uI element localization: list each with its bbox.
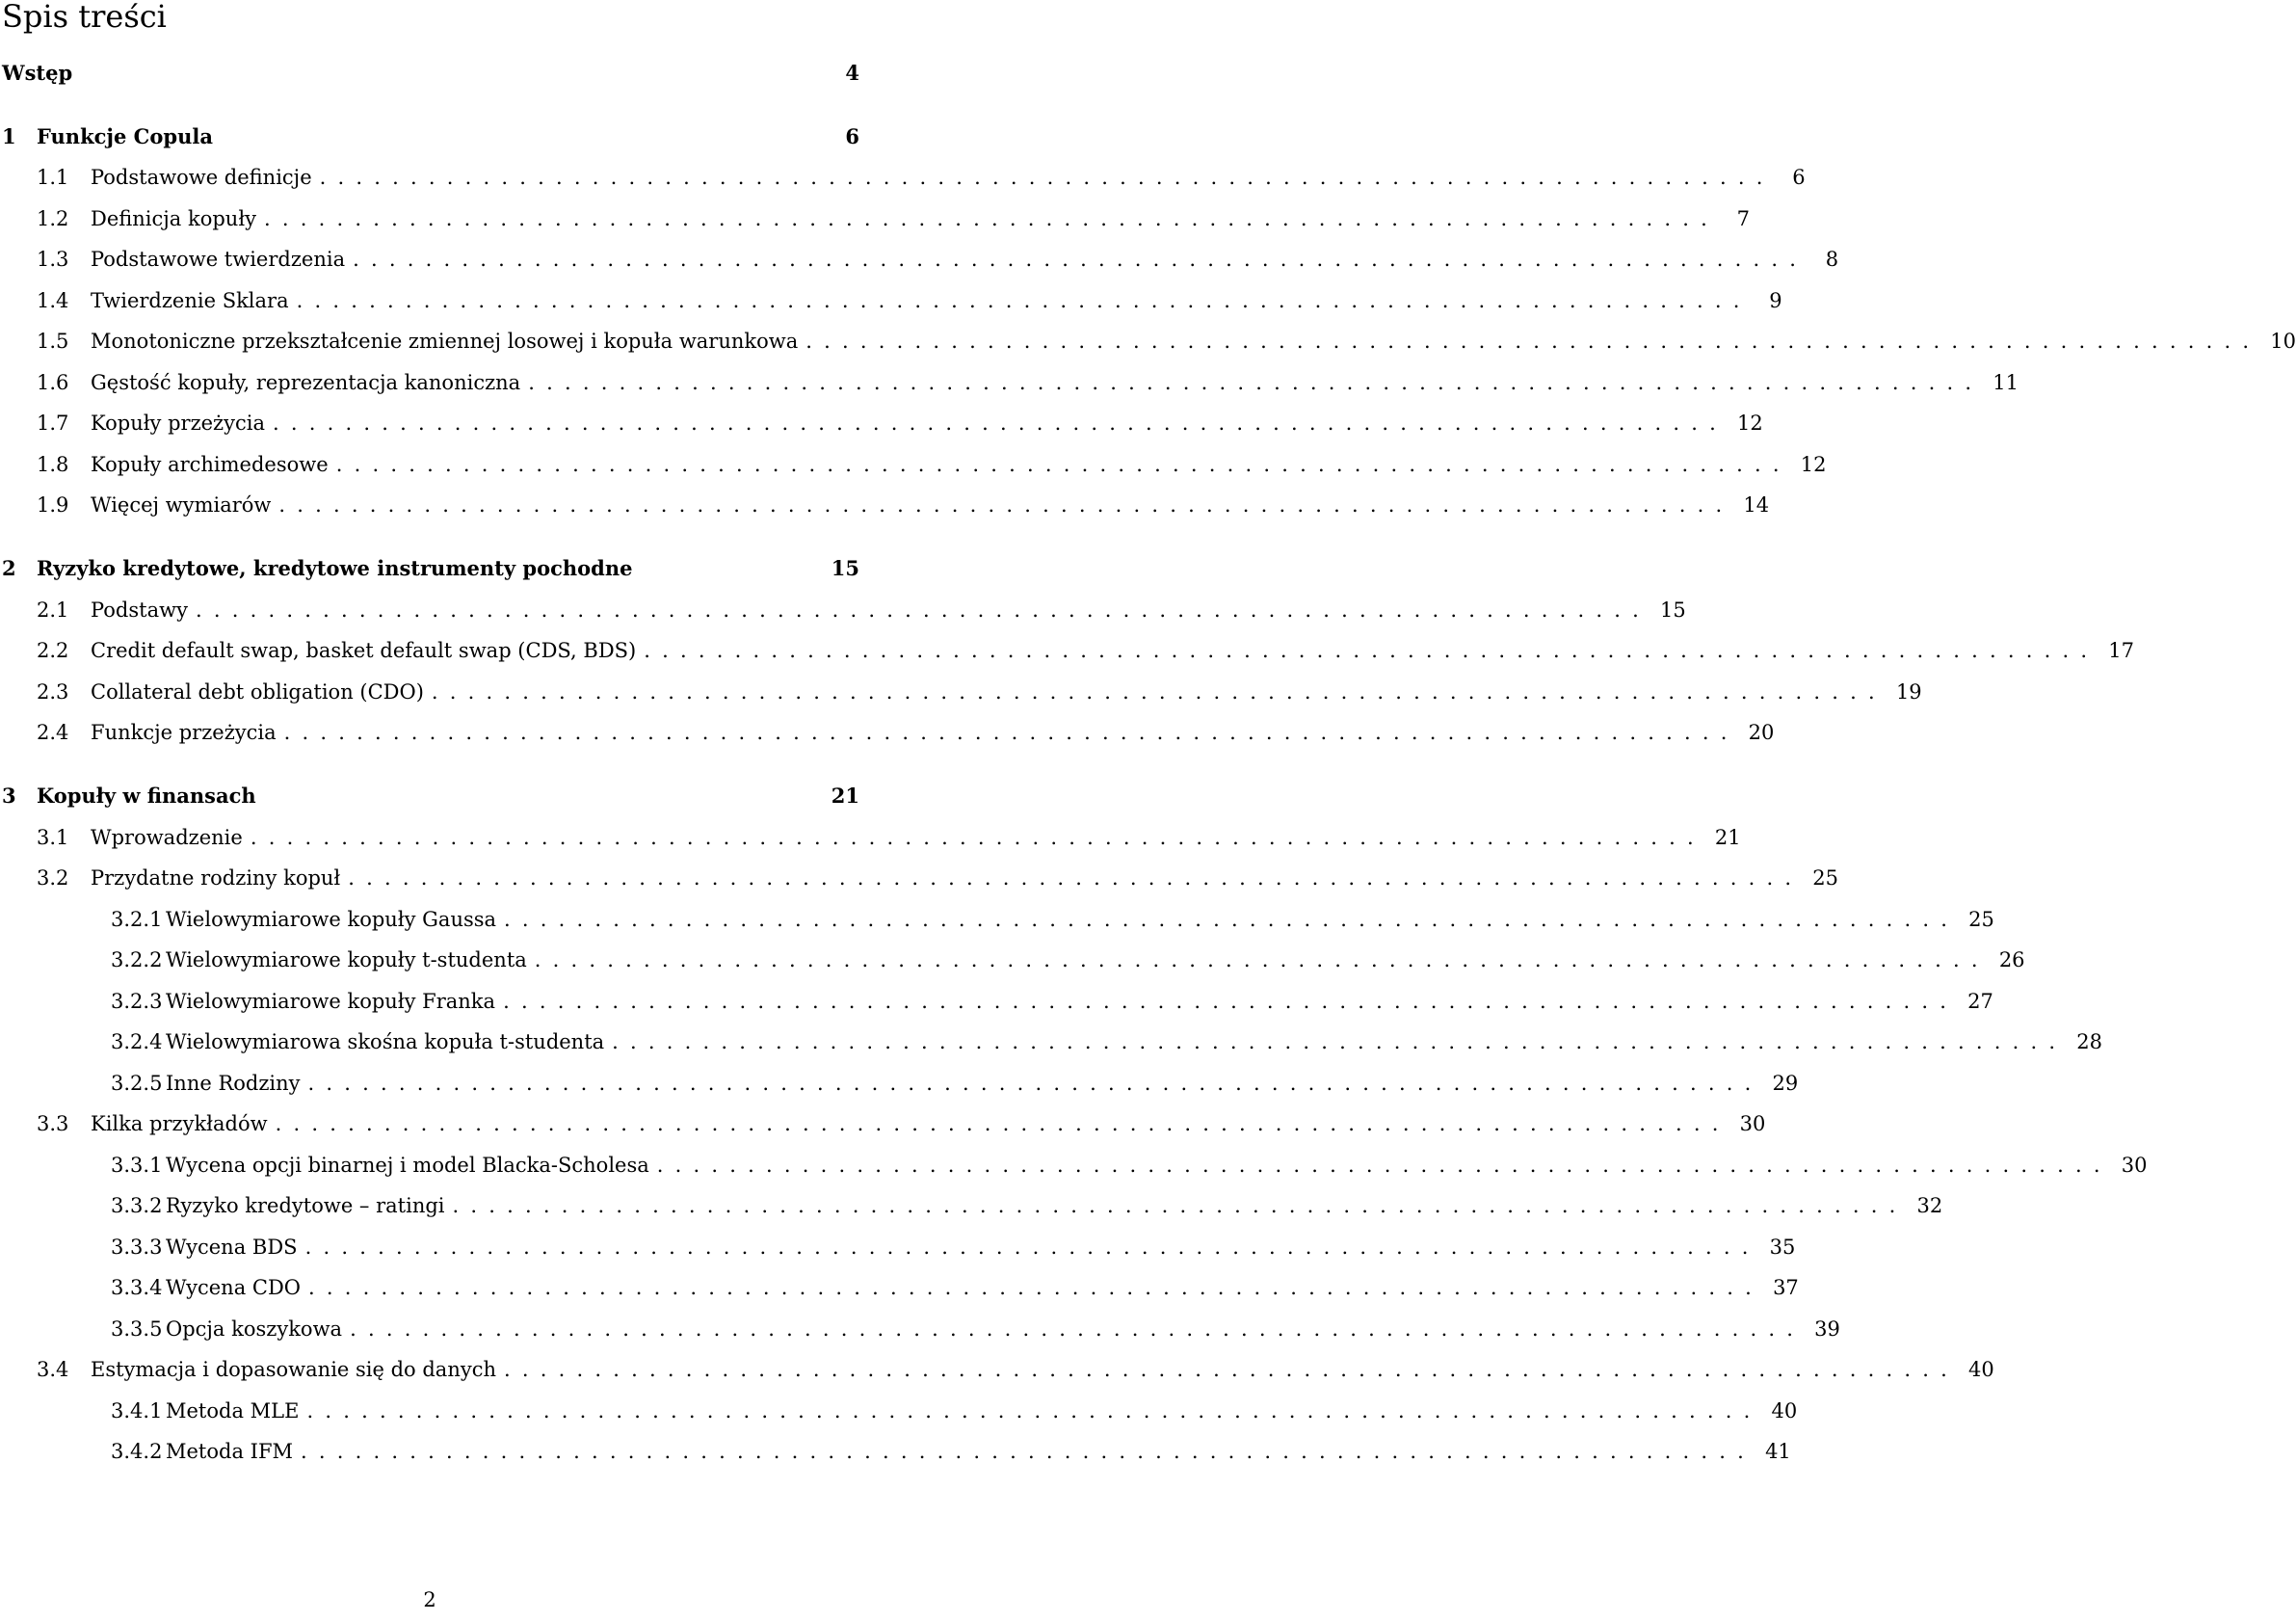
toc-entry-number: 1.6 xyxy=(37,371,69,394)
toc-section-entry[interactable] xyxy=(0,596,1686,625)
toc-entry-page: 40 xyxy=(1968,1358,1994,1381)
toc-entry-title: Collateral debt obligation (CDO) xyxy=(91,680,424,704)
toc-entry-page: 6 xyxy=(845,124,859,148)
toc-entry-page: 21 xyxy=(1714,826,1741,849)
toc-entry-number: 3.4 xyxy=(37,1358,69,1381)
toc-entry-title: Ryzyko kredytowe – ratingi xyxy=(166,1194,445,1217)
toc-entry-page: 12 xyxy=(1800,453,1827,476)
toc-section-entry[interactable] xyxy=(0,163,1806,192)
toc-entry-number: 1.4 xyxy=(37,289,69,312)
toc-section-entry[interactable] xyxy=(0,987,1993,1016)
toc-section-entry[interactable] xyxy=(0,678,1922,706)
toc-dot-leader: ................................................................................ xyxy=(250,826,1705,849)
toc-entry-number: 3.3.1 xyxy=(111,1154,163,1177)
toc-section-entry[interactable] xyxy=(0,1069,1799,1098)
toc-dot-leader: ................................................................................ xyxy=(278,493,1734,517)
toc-entry-title: Credit default swap, basket default swap (CDS, BDS) xyxy=(91,639,637,662)
toc-entry-title: Kopuły archimedesowe xyxy=(91,453,329,476)
toc-section-entry[interactable] xyxy=(0,1151,2148,1180)
toc-entry-page: 12 xyxy=(1737,412,1763,435)
toc-dot-leader: ................................................................................ xyxy=(504,908,1960,931)
toc-entry-page: 41 xyxy=(1765,1440,1791,1463)
toc-entry-number: 3.2.5 xyxy=(111,1072,163,1095)
toc-dot-leader: ................................................................................ xyxy=(296,289,1752,312)
toc-entry-number: 1.8 xyxy=(37,453,69,476)
toc-entry-page: 26 xyxy=(1998,948,2025,971)
toc-entry-page: 30 xyxy=(2121,1154,2148,1177)
toc-entry-number: 1.3 xyxy=(37,248,69,271)
toc-entry-number: 3.3.4 xyxy=(111,1276,163,1299)
toc-entry-number: 3.4.1 xyxy=(111,1399,163,1423)
toc-entry-page: 9 xyxy=(1769,289,1782,312)
toc-section-entry[interactable] xyxy=(0,1233,1796,1262)
toc-entry-title: Opcja koszykowa xyxy=(166,1317,343,1341)
toc-entry-page: 6 xyxy=(1792,166,1806,189)
toc-entry-page: 8 xyxy=(1825,248,1839,271)
toc-dot-leader: ................................................................................ xyxy=(308,1276,1764,1299)
toc-entry-title: Wielowymiarowe kopuły Gaussa xyxy=(166,908,497,931)
toc-section-entry[interactable] xyxy=(0,1315,1840,1343)
toc-entry-title: Wycena CDO xyxy=(166,1276,302,1299)
toc-entry-number: 1.9 xyxy=(37,493,69,517)
toc-entry-number: 3.2 xyxy=(37,866,69,890)
toc-entry-title: Estymacja i dopasowanie się do danych xyxy=(91,1358,497,1381)
toc-entry-page: 4 xyxy=(845,61,859,85)
toc-entry-page: 25 xyxy=(1812,866,1839,890)
toc-entry-number: 2.3 xyxy=(37,680,69,704)
toc-section-entry[interactable] xyxy=(0,864,1839,892)
toc-entry-number: 1.2 xyxy=(37,207,69,230)
toc-entry-number: 3.3.2 xyxy=(111,1194,163,1217)
toc-section-entry[interactable] xyxy=(0,905,1994,934)
toc-dot-leader: ................................................................................ xyxy=(283,721,1739,744)
toc-entry-number: 3.3.5 xyxy=(111,1317,163,1341)
toc-section-entry[interactable] xyxy=(0,636,2135,665)
toc-entry-number: 1.7 xyxy=(37,412,69,435)
toc-section-entry[interactable] xyxy=(0,204,1751,233)
toc-dot-leader: ................................................................................ xyxy=(452,1194,1908,1217)
toc-entry-page: 29 xyxy=(1772,1072,1799,1095)
toc-dot-leader: ................................................................................ xyxy=(304,1236,1760,1259)
toc-dot-leader: ................................................................................ xyxy=(503,990,1959,1013)
toc-entry-title: Wycena opcji binarnej i model Blacka-Scholesa xyxy=(166,1154,649,1177)
toc-section-entry[interactable] xyxy=(0,286,1782,315)
toc-chapter-entry[interactable] xyxy=(0,59,859,88)
toc-entry-title: Inne Rodziny xyxy=(166,1072,301,1095)
toc-dot-leader: ................................................................................ xyxy=(264,207,1720,230)
toc-entry-number: 3.2.4 xyxy=(111,1030,163,1053)
toc-entry-number: 1 xyxy=(2,124,16,148)
toc-entry-title: Wprowadzenie xyxy=(91,826,243,849)
toc-entry-title: Metoda IFM xyxy=(166,1440,294,1463)
toc-entry-number: 3.3 xyxy=(37,1112,69,1135)
toc-entry-title: Metoda MLE xyxy=(166,1399,300,1423)
toc-dot-leader: ................................................................................ xyxy=(612,1030,2068,1053)
toc-entry-title: Kilka przykładów xyxy=(91,1112,268,1135)
toc-entry-title: Twierdzenie Sklara xyxy=(91,289,289,312)
toc-entry-title: Podstawowe definicje xyxy=(91,166,312,189)
toc-dot-leader: ................................................................................ xyxy=(306,1399,1762,1423)
toc-entry-number: 2.1 xyxy=(37,598,69,622)
toc-chapter-entry[interactable] xyxy=(0,782,859,811)
toc-dot-leader: ................................................................................ xyxy=(353,248,1808,271)
toc-section-entry[interactable] xyxy=(0,450,1827,479)
toc-entry-page: 40 xyxy=(1771,1399,1798,1423)
toc-entry-page: 10 xyxy=(2270,330,2296,353)
toc-entry-title: Wielowymiarowa skośna kopuła t-studenta xyxy=(166,1030,605,1053)
toc-entry-number: 3.3.3 xyxy=(111,1236,163,1259)
toc-section-entry[interactable] xyxy=(0,491,1770,519)
toc-entry-title: Funkcje Copula xyxy=(37,124,213,148)
toc-section-entry[interactable] xyxy=(0,409,1763,438)
toc-entry-page: 27 xyxy=(1967,990,1993,1013)
page-title: Spis treści xyxy=(2,0,167,35)
toc-section-entry[interactable] xyxy=(0,945,2025,974)
toc-section-entry[interactable] xyxy=(0,327,2296,356)
toc-entry-page: 21 xyxy=(831,784,859,808)
toc-dot-leader: ................................................................................ xyxy=(307,1072,1763,1095)
toc-section-entry[interactable] xyxy=(0,1191,1943,1220)
toc-entry-title: Funkcje przeżycia xyxy=(91,721,277,744)
toc-entry-number: 1.5 xyxy=(37,330,69,353)
toc-chapter-entry[interactable] xyxy=(0,122,859,151)
toc-entry-page: 25 xyxy=(1968,908,1994,931)
toc-entry-number: 3.1 xyxy=(37,826,69,849)
toc-entry-page: 32 xyxy=(1916,1194,1943,1217)
toc-entry-page: 15 xyxy=(831,556,859,580)
toc-dot-leader: ................................................................................ xyxy=(319,166,1775,189)
toc-section-entry[interactable] xyxy=(0,1027,2102,1056)
page-number: 2 xyxy=(423,1588,436,1611)
toc-entry-number: 1.1 xyxy=(37,166,69,189)
toc-entry-number: 3.2.2 xyxy=(111,948,163,971)
toc-entry-title: Wycena BDS xyxy=(166,1236,298,1259)
toc-entry-title: Podstawowe twierdzenia xyxy=(91,248,346,271)
toc-entry-page: 30 xyxy=(1739,1112,1766,1135)
toc-dot-leader: ................................................................................ xyxy=(644,639,2099,662)
toc-entry-number: 3.2.3 xyxy=(111,990,163,1013)
toc-entry-number: 3 xyxy=(2,784,16,808)
toc-entry-title: Gęstość kopuły, reprezentacja kanoniczna xyxy=(91,371,521,394)
toc-entry-page: 14 xyxy=(1743,493,1770,517)
toc-dot-leader: ................................................................................ xyxy=(656,1154,2112,1177)
toc-dot-leader: ................................................................................ xyxy=(805,330,2261,353)
toc-entry-page: 7 xyxy=(1736,207,1751,230)
toc-entry-title: Wielowymiarowe kopuły Franka xyxy=(166,990,496,1013)
toc-dot-leader: ................................................................................ xyxy=(431,680,1887,704)
toc-section-entry[interactable] xyxy=(0,245,1839,274)
toc-entry-title: Przydatne rodziny kopuł xyxy=(91,866,341,890)
toc-entry-page: 37 xyxy=(1773,1276,1799,1299)
toc-entry-title: Monotoniczne przekształcenie zmiennej losowej i kopuła warunkowa xyxy=(91,330,799,353)
toc-dot-leader: ................................................................................ xyxy=(534,948,1990,971)
toc-entry-number: 3.4.2 xyxy=(111,1440,163,1463)
toc-entry-title: Kopuły w finansach xyxy=(37,784,256,808)
toc-entry-title: Definicja kopuły xyxy=(91,207,256,230)
toc-dot-leader: ................................................................................ xyxy=(301,1440,1756,1463)
toc-dot-leader: ................................................................................ xyxy=(348,866,1804,890)
toc-dot-leader: ................................................................................ xyxy=(504,1358,1960,1381)
toc-dot-leader: ................................................................................ xyxy=(195,598,1650,622)
toc-entry-number: 2 xyxy=(2,556,16,580)
toc-dot-leader: ................................................................................ xyxy=(335,453,1791,476)
toc-section-entry[interactable] xyxy=(0,1109,1766,1138)
toc-section-entry[interactable] xyxy=(0,1437,1791,1466)
toc-entry-title: Podstawy xyxy=(91,598,188,622)
toc-section-entry[interactable] xyxy=(0,718,1775,747)
toc-entry-title: Wstęp xyxy=(2,61,73,85)
toc-entry-page: 39 xyxy=(1814,1317,1840,1341)
toc-dot-leader: ................................................................................ xyxy=(275,1112,1730,1135)
toc-section-entry[interactable] xyxy=(0,1355,1994,1384)
toc-section-entry[interactable] xyxy=(0,1396,1798,1425)
toc-entry-page: 35 xyxy=(1769,1236,1796,1259)
toc-chapter-entry[interactable] xyxy=(0,554,859,583)
toc-entry-page: 15 xyxy=(1659,598,1686,622)
toc-entry-title: Więcej wymiarów xyxy=(91,493,272,517)
toc-entry-title: Kopuły przeżycia xyxy=(91,412,265,435)
toc-section-entry[interactable] xyxy=(0,1273,1799,1302)
toc-entry-title: Wielowymiarowe kopuły t-studenta xyxy=(166,948,527,971)
toc-entry-page: 20 xyxy=(1748,721,1775,744)
toc-dot-leader: ................................................................................ xyxy=(528,371,1984,394)
toc-dot-leader: ................................................................................ xyxy=(350,1317,1806,1341)
toc-dot-leader: ................................................................................ xyxy=(272,412,1729,435)
toc-entry-page: 11 xyxy=(1993,371,2019,394)
toc-entry-number: 2.2 xyxy=(37,639,69,662)
toc-entry-number: 2.4 xyxy=(37,721,69,744)
toc-entry-page: 19 xyxy=(1895,680,1922,704)
toc-entry-title: Ryzyko kredytowe, kredytowe instrumenty pochodne xyxy=(37,556,633,580)
toc-section-entry[interactable] xyxy=(0,823,1741,852)
toc-entry-page: 28 xyxy=(2076,1030,2102,1053)
toc-section-entry[interactable] xyxy=(0,368,2019,397)
toc-entry-page: 17 xyxy=(2108,639,2135,662)
toc-entry-number: 3.2.1 xyxy=(111,908,163,931)
